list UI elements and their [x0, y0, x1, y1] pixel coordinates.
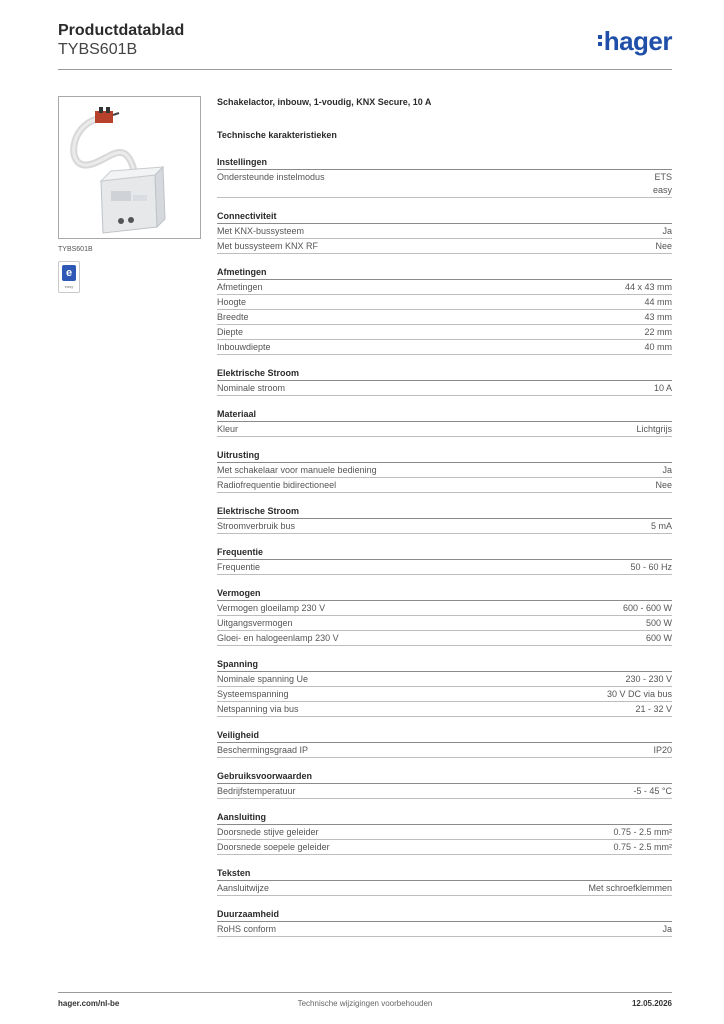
- spec-section: [217, 587, 672, 646]
- spec-value: -5 - 45 °C: [633, 786, 672, 796]
- tech-heading: Technische karakteristieken: [217, 130, 337, 140]
- specifications: [217, 96, 672, 937]
- spec-row: [217, 325, 672, 340]
- spec-value: 600 W: [645, 633, 672, 643]
- spec-value: 30 V DC via bus: [606, 689, 672, 699]
- spec-value: 10 A: [653, 383, 672, 393]
- spec-row: [217, 381, 672, 396]
- hager-logo: [604, 26, 672, 57]
- spec-label: Kleur: [217, 424, 239, 434]
- spec-value: 50 - 60 Hz: [630, 562, 672, 572]
- section-title: Instellingen: [217, 156, 672, 170]
- product-image-column: [58, 96, 201, 293]
- spec-label: Doorsnede stijve geleider: [217, 827, 319, 837]
- spec-value: Lichtgrijs: [636, 424, 672, 434]
- section-title: Elektrische Stroom: [217, 505, 672, 519]
- spec-section: [217, 266, 672, 355]
- spec-row: [217, 616, 672, 631]
- spec-section: [217, 658, 672, 717]
- spec-section: [217, 546, 672, 575]
- spec-label: Radiofrequentie bidirectioneel: [217, 480, 337, 490]
- spec-value: 600 - 600 W: [622, 603, 672, 613]
- section-title: Materiaal: [217, 408, 672, 422]
- section-title: Connectiviteit: [217, 210, 672, 224]
- spec-value: 5 mA: [650, 521, 672, 531]
- spec-row: [217, 422, 672, 437]
- logo-dots-icon: [598, 35, 602, 49]
- spec-row: [217, 280, 672, 295]
- spec-row: [217, 784, 672, 799]
- document-title: Productdatablad: [58, 22, 185, 39]
- header-divider: [58, 69, 672, 70]
- spec-row: [217, 519, 672, 534]
- section-title: Gebruiksvoorwaarden: [217, 770, 672, 784]
- spec-row: [217, 881, 672, 896]
- spec-value: 40 mm: [644, 342, 672, 352]
- spec-label: Uitgangsvermogen: [217, 618, 293, 628]
- spec-row: [217, 224, 672, 239]
- spec-label: Met KNX-bussysteem: [217, 226, 305, 236]
- spec-value: 0.75 - 2.5 mm²: [613, 827, 672, 837]
- spec-section: [217, 908, 672, 937]
- section-title: Duurzaamheid: [217, 908, 672, 922]
- spec-label: Bedrijfstemperatuur: [217, 786, 296, 796]
- easy-badge-label: easy: [64, 284, 74, 289]
- spec-value: 44 x 43 mm: [624, 282, 672, 292]
- spec-value: Ja: [662, 924, 672, 934]
- spec-label: Diepte: [217, 327, 244, 337]
- spec-label: Doorsnede soepele geleider: [217, 842, 330, 852]
- spec-value: Nee: [655, 480, 672, 490]
- spec-value: IP20: [653, 745, 672, 755]
- spec-label: Afmetingen: [217, 282, 263, 292]
- section-title: Aansluiting: [217, 811, 672, 825]
- section-title: Afmetingen: [217, 266, 672, 280]
- spec-label: Stroomverbruik bus: [217, 521, 296, 531]
- spec-label: Beschermingsgraad IP: [217, 745, 309, 755]
- footer-disclaimer: Technische wijzigingen voorbehouden: [297, 999, 433, 1008]
- section-title: Spanning: [217, 658, 672, 672]
- spec-label: Met schakelaar voor manuele bediening: [217, 465, 377, 475]
- spec-label: Inbouwdiepte: [217, 342, 271, 352]
- footer-website[interactable]: hager.com/nl-be: [58, 999, 120, 1008]
- spec-row: [217, 743, 672, 758]
- spec-label: Vermogen gloeilamp 230 V: [217, 603, 326, 613]
- spec-value: 43 mm: [644, 312, 672, 322]
- spec-row: [217, 631, 672, 646]
- spec-label: RoHS conform: [217, 924, 277, 934]
- spec-section: [217, 210, 672, 254]
- spec-section: [217, 408, 672, 437]
- logo-text: hager: [603, 26, 672, 56]
- spec-section: [217, 867, 672, 896]
- spec-row: [217, 922, 672, 937]
- spec-row: [217, 310, 672, 325]
- spec-label: Ondersteunde instelmodus: [217, 172, 325, 182]
- spec-section: [217, 729, 672, 758]
- product-image: [58, 96, 201, 239]
- spec-row: [217, 478, 672, 493]
- image-caption: TYBS601B: [58, 246, 93, 253]
- spec-value: Ja: [662, 465, 672, 475]
- spec-section: [217, 770, 672, 799]
- spec-label: Breedte: [217, 312, 249, 322]
- spec-section: [217, 505, 672, 534]
- spec-row: [217, 840, 672, 855]
- spec-value: 230 - 230 V: [625, 674, 672, 684]
- spec-row: [217, 295, 672, 310]
- spec-row: [217, 239, 672, 254]
- spec-row: [217, 687, 672, 702]
- spec-row: [217, 601, 672, 616]
- spec-label: Nominale stroom: [217, 383, 286, 393]
- easy-e-icon: e: [62, 265, 76, 281]
- footer-date: 12.05.2026: [631, 999, 672, 1008]
- document-header: [58, 22, 184, 60]
- spec-row: [217, 560, 672, 575]
- product-code-title: TYBS601B: [58, 41, 138, 58]
- spec-section: [217, 811, 672, 855]
- spec-row: [217, 825, 672, 840]
- spec-label: Gloei- en halogeenlamp 230 V: [217, 633, 339, 643]
- spec-value: 21 - 32 V: [635, 704, 672, 714]
- spec-row: [217, 702, 672, 717]
- section-title: Uitrusting: [217, 449, 672, 463]
- spec-value: 0.75 - 2.5 mm²: [613, 842, 672, 852]
- spec-sections: [217, 156, 672, 937]
- spec-value: 500 W: [645, 618, 672, 628]
- spec-section: [217, 449, 672, 493]
- spec-label: Met bussysteem KNX RF: [217, 241, 319, 251]
- spec-label: Aansluitwijze: [217, 883, 270, 893]
- spec-value: ETS easy: [652, 172, 672, 195]
- spec-section: [217, 367, 672, 396]
- actuator-illustration: [59, 97, 200, 238]
- product-description: Schakelactor, inbouw, 1-voudig, KNX Secure, 10 A: [217, 97, 432, 107]
- easy-badge: [58, 261, 80, 293]
- spec-value: Ja: [662, 226, 672, 236]
- section-title: Veiligheid: [217, 729, 672, 743]
- spec-row: [217, 340, 672, 355]
- spec-label: Netspanning via bus: [217, 704, 299, 714]
- footer-divider: [58, 992, 672, 993]
- spec-value: Met schroefklemmen: [588, 883, 672, 893]
- spec-label: Hoogte: [217, 297, 247, 307]
- section-title: Elektrische Stroom: [217, 367, 672, 381]
- spec-label: Frequentie: [217, 562, 261, 572]
- spec-value: 44 mm: [644, 297, 672, 307]
- spec-value: Nee: [655, 241, 672, 251]
- spec-section: [217, 156, 672, 198]
- spec-row: [217, 672, 672, 687]
- spec-row: [217, 170, 672, 198]
- section-title: Teksten: [217, 867, 672, 881]
- spec-value: 22 mm: [644, 327, 672, 337]
- spec-row: [217, 463, 672, 478]
- spec-label: Nominale spanning Ue: [217, 674, 309, 684]
- section-title: Frequentie: [217, 546, 672, 560]
- spec-label: Systeemspanning: [217, 689, 289, 699]
- section-title: Vermogen: [217, 587, 672, 601]
